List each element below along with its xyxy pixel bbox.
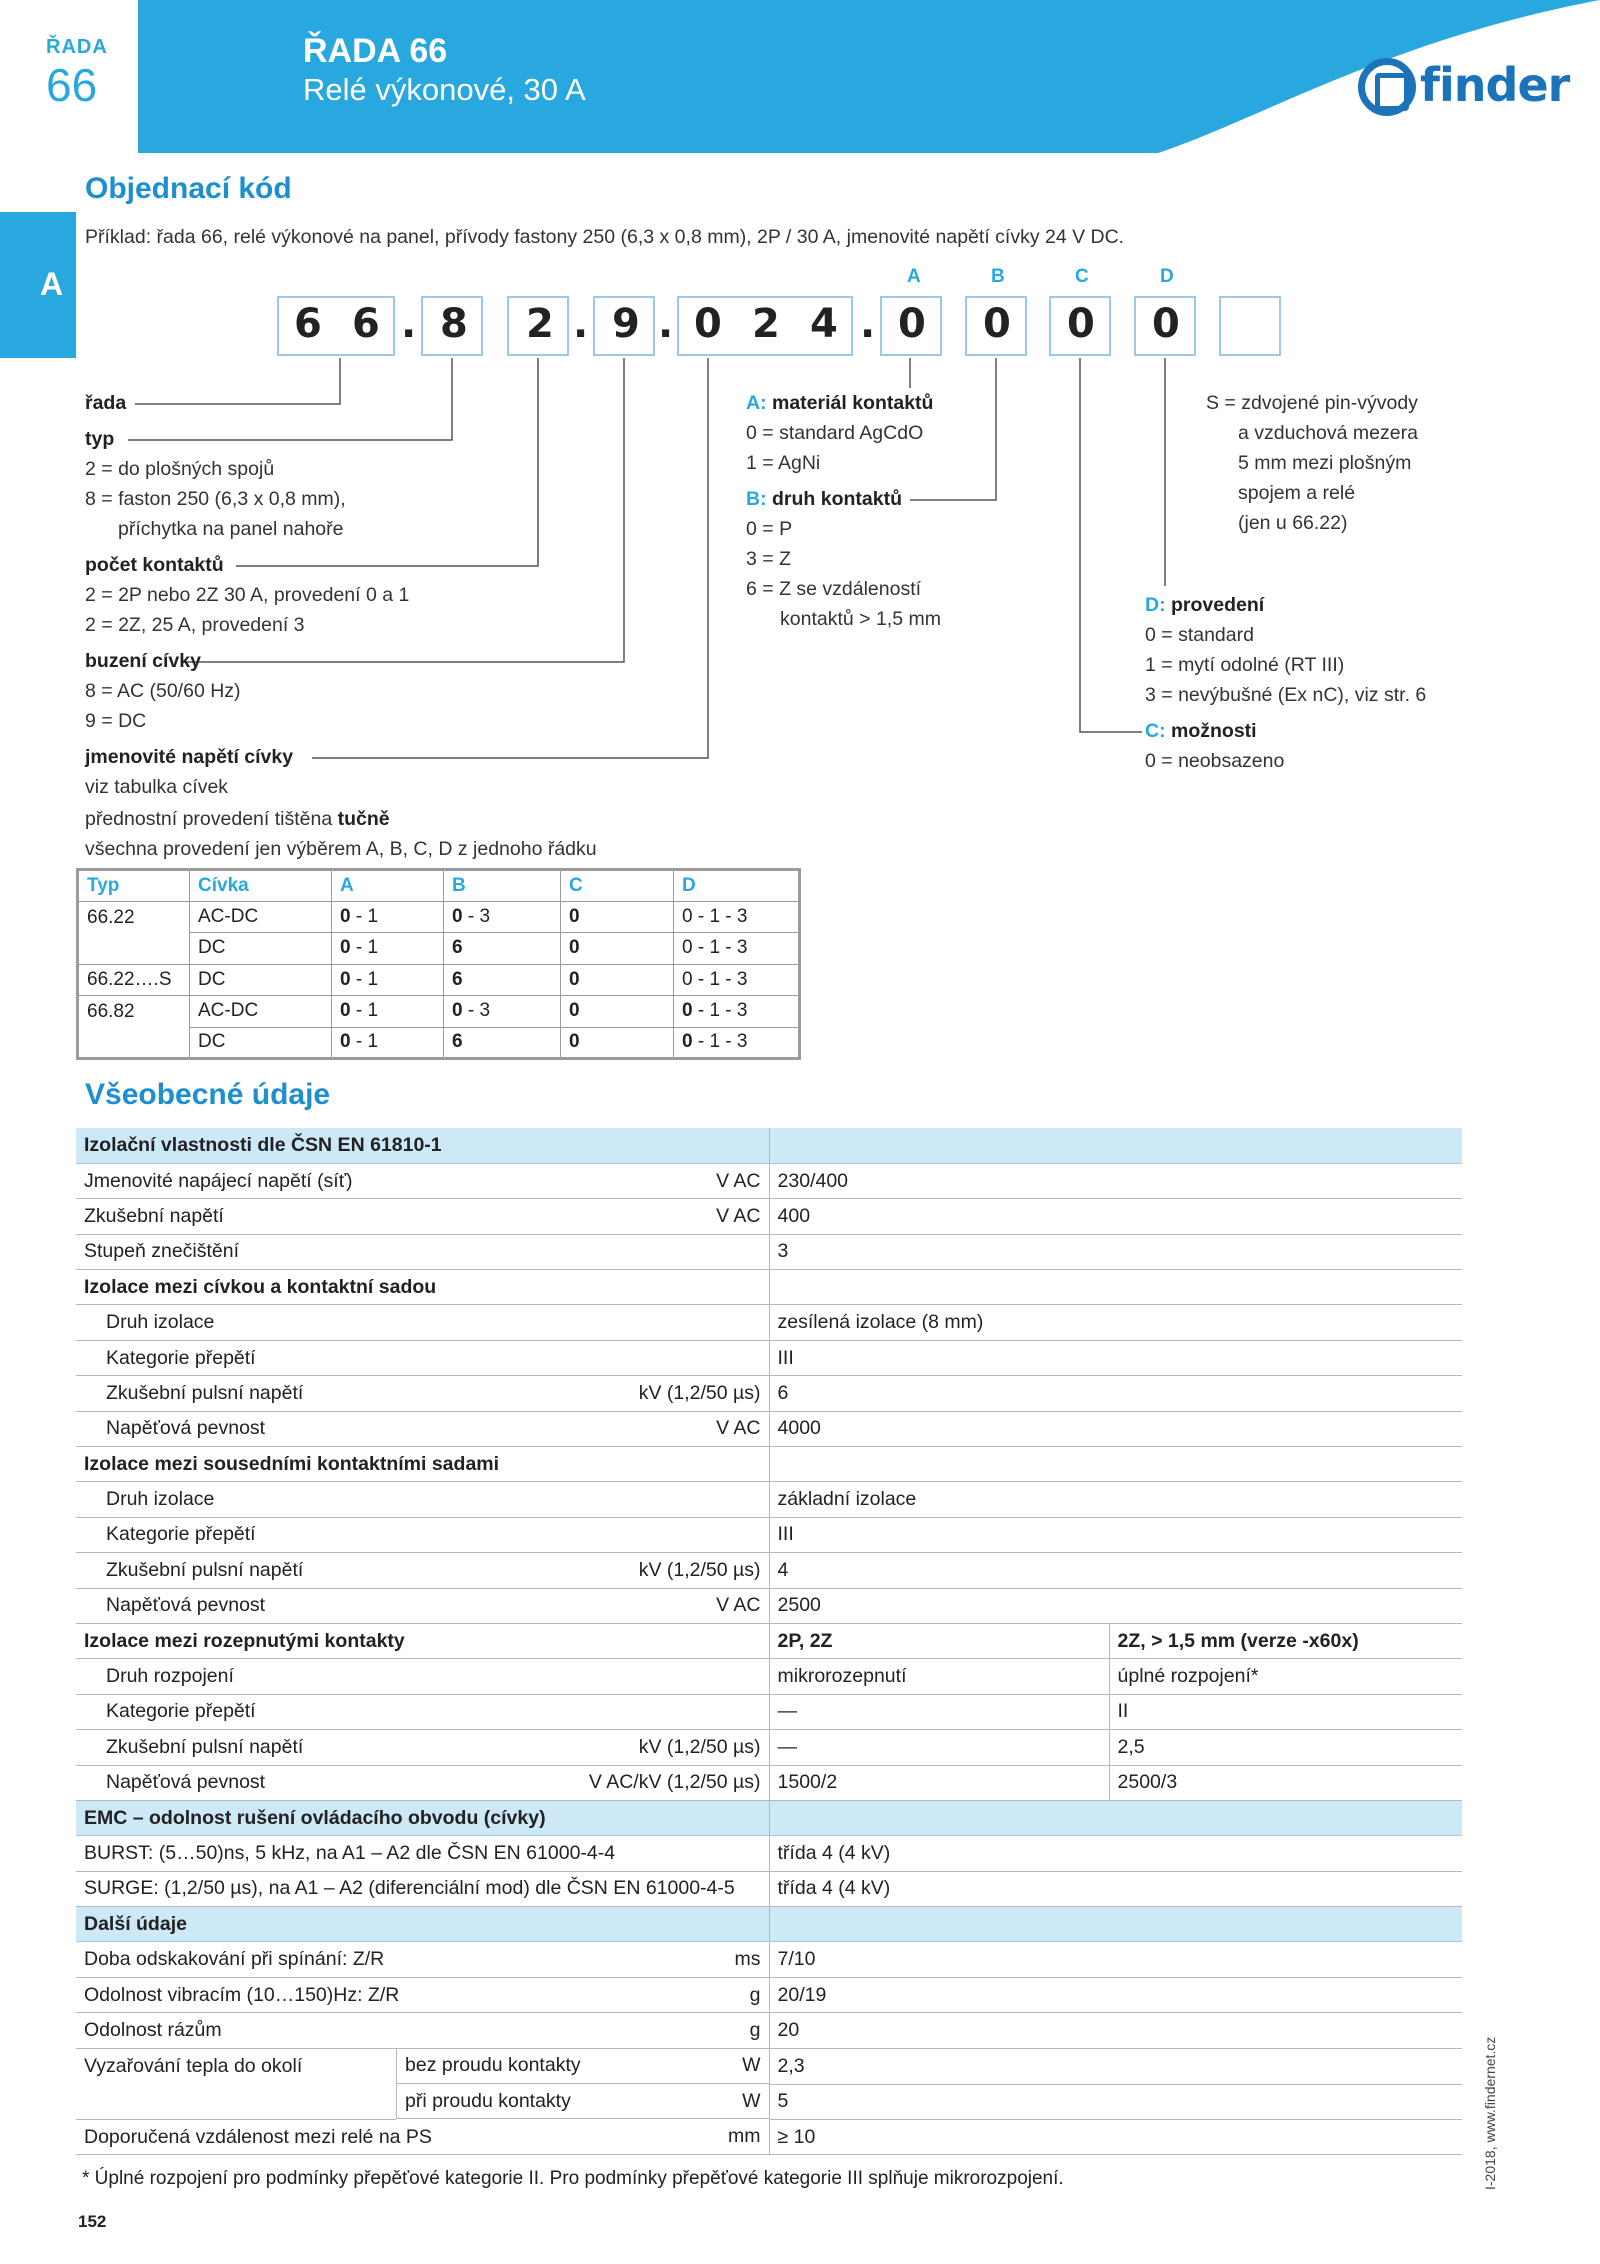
row-label: [76, 2084, 396, 2119]
row-unit: V AC: [396, 1163, 769, 1198]
row-unit: ms: [396, 1942, 769, 1977]
row-value-alt: úplné rozpojení*: [1109, 1659, 1462, 1694]
code-digit: 4: [810, 301, 838, 347]
code-digit: 6: [352, 301, 380, 347]
row-label: Napěťová pevnost: [76, 1411, 396, 1446]
section-title: EMC – odolnost rušení ovládacího obvodu (cívky): [76, 1800, 769, 1835]
side-note: I-2018, www.findernet.cz: [1482, 2036, 1498, 2190]
code-b-option: 0 = P: [746, 518, 793, 540]
page-subtitle: Relé výkonové, 30 A: [303, 72, 586, 107]
row-unit: [396, 1482, 769, 1517]
code-digit: 0: [1067, 301, 1095, 347]
row-label: Izolace mezi sousedními kontaktními sadami: [76, 1447, 396, 1482]
all-variants-note: všechna provedení jen výběrem A, B, C, D z jednoho řádku: [85, 838, 597, 860]
row-label: Odolnost rázům: [76, 2013, 396, 2048]
row-value: 7/10: [769, 1942, 1462, 1977]
series-number: 66: [46, 59, 98, 111]
row-unit: g: [396, 2013, 769, 2048]
section-title: Izolační vlastnosti dle ČSN EN 61810-1: [76, 1128, 769, 1163]
row-label: Zkušební pulsní napětí: [76, 1376, 396, 1411]
table-section-row: [76, 1907, 1462, 1942]
row-label: Zkušební pulsní napětí: [76, 1553, 396, 1588]
code-s-option: S = zdvojené pin-vývody: [1206, 392, 1418, 414]
row-label: Druh izolace: [76, 1305, 396, 1340]
table-row: [76, 1270, 1462, 1305]
table-row: DC 0 - 1 6 0 0 - 1 - 3: [78, 933, 800, 965]
row-label: Kategorie přepětí: [76, 1517, 396, 1552]
code-a-label: A: materiál kontaktů: [746, 392, 934, 414]
code-series-label: řada: [85, 392, 127, 414]
row-label: BURST: (5…50)ns, 5 kHz, na A1 – A2 dle ČSN EN 61000-4-4: [76, 1836, 396, 1871]
row-unit: kV (1,2/50 µs): [396, 1376, 769, 1411]
row-value: 20: [769, 2013, 1462, 2048]
code-column-d: D: [1160, 266, 1174, 287]
code-coil-option: 9 = DC: [85, 710, 147, 732]
code-voltage-label: jmenovité napětí cívky: [85, 746, 294, 768]
code-digit: 6: [294, 301, 322, 347]
row-sublabel: bez proudu kontakty: [405, 2054, 581, 2077]
code-coil-label: buzení cívky: [85, 650, 201, 672]
row-unit: [396, 1659, 769, 1694]
table-row: [76, 2119, 1462, 2154]
table-row: [76, 1199, 1462, 1234]
row-value: 230/400: [769, 1163, 1462, 1198]
code-s-option: spojem a relé: [1238, 482, 1356, 504]
table-row: [76, 1659, 1462, 1694]
code-coil-option: 8 = AC (50/60 Hz): [85, 680, 241, 702]
row-unit: V AC: [396, 1411, 769, 1446]
row-label: Jmenovité napájecí napětí (síť): [76, 1163, 396, 1198]
row-value: 400: [769, 1199, 1462, 1234]
table-row: [76, 1517, 1462, 1552]
row-value: třída 4 (4 kV): [769, 1871, 1462, 1906]
table-row: [76, 1376, 1462, 1411]
table-row: [76, 1871, 1462, 1906]
table-row: [76, 1623, 1462, 1658]
code-d-option: 0 = standard: [1145, 624, 1254, 646]
row-unit: [396, 1623, 769, 1658]
row-value: —: [769, 1730, 1109, 1765]
table-row: 66.22….S DC 0 - 1 6 0 0 - 1 - 3: [78, 964, 800, 996]
row-value-alt: 2Z, > 1,5 mm (verze -x60x): [1109, 1623, 1462, 1658]
row-value: 20/19: [769, 1977, 1462, 2012]
code-a-option: 0 = standard AgCdO: [746, 422, 924, 444]
table-row: [76, 1447, 1462, 1482]
general-data-table: [76, 1128, 1462, 2155]
table-row: [76, 1730, 1462, 1765]
row-value: mikrorozepnutí: [769, 1659, 1109, 1694]
row-label: Vyzařování tepla do okolí: [84, 2054, 303, 2077]
row-label: SURGE: (1,2/50 µs), na A1 – A2 (diferenciální mod) dle ČSN EN 61000-4-5: [76, 1871, 396, 1906]
order-code-example: Příklad: řada 66, relé výkonové na panel, přívody fastony 250 (6,3 x 0,8 mm), 2P / 30 A, jmenovité napětí cívky 24 V DC.: [85, 226, 1125, 248]
code-b-option: kontaktů > 1,5 mm: [780, 608, 941, 630]
row-value: 1500/2: [769, 1765, 1109, 1800]
table-row: [76, 1765, 1462, 1800]
code-contacts-option: 2 = 2Z, 25 A, provedení 3: [85, 614, 305, 636]
code-a-option: 1 = AgNi: [746, 452, 821, 474]
row-value: třída 4 (4 kV): [769, 1836, 1462, 1871]
footnote: * Úplné rozpojení pro podmínky přepěťové kategorie II. Pro podmínky přepěťové kategorie III splňuje mikrorozpojení.: [82, 2168, 1064, 2189]
code-b-option: 6 = Z se vzdáleností: [746, 578, 922, 600]
row-value: 5: [769, 2084, 1462, 2119]
row-label: Odolnost vibracím (10…150)Hz: Z/R: [76, 1977, 396, 2012]
code-digit: 0: [983, 301, 1011, 347]
row-value: III: [769, 1517, 1462, 1552]
row-unit: [396, 1517, 769, 1552]
row-label: Druh izolace: [76, 1482, 396, 1517]
code-contacts-label: počet kontaktů: [85, 554, 224, 576]
code-d-option: 1 = mytí odolné (RT III): [1145, 654, 1345, 676]
row-unit: W: [742, 2054, 761, 2077]
code-type-label: typ: [85, 428, 115, 450]
table-row: [76, 1482, 1462, 1517]
code-digit: 0: [694, 301, 722, 347]
row-label: Stupeň znečištění: [76, 1234, 396, 1269]
code-digit: 0: [1152, 301, 1180, 347]
code-d-label: D: provedení: [1145, 594, 1265, 616]
series-label: ŘADA: [46, 36, 108, 58]
table-row: [76, 1694, 1462, 1729]
finder-logo-text: finder: [1420, 58, 1570, 112]
row-value-alt: II: [1109, 1694, 1462, 1729]
code-b-option: 3 = Z: [746, 548, 791, 570]
row-unit: [396, 1305, 769, 1340]
row-value: 2,3: [769, 2048, 1462, 2084]
row-unit: V AC: [396, 1588, 769, 1623]
code-digit: 0: [898, 301, 926, 347]
row-value: [769, 1270, 1462, 1305]
code-s-option: a vzduchová mezera: [1238, 422, 1418, 444]
table-row: [76, 1553, 1462, 1588]
row-value: 6: [769, 1376, 1462, 1411]
table-row: 66.22 AC-DC 0 - 1 0 - 3 0 0 - 1 - 3: [78, 901, 800, 933]
row-sublabel: při proudu kontakty: [405, 2089, 571, 2112]
row-unit: g: [396, 1977, 769, 2012]
table-row: [76, 1977, 1462, 2012]
section-title: Další údaje: [76, 1907, 769, 1942]
order-code-heading: Objednací kód: [85, 172, 292, 205]
code-type-option: 2 = do plošných spojů: [85, 458, 275, 480]
table-row: [76, 2013, 1462, 2048]
code-column-c: C: [1075, 266, 1089, 287]
table-row: [76, 1305, 1462, 1340]
code-c-option: 0 = neobsazeno: [1145, 750, 1285, 772]
row-value: 2P, 2Z: [769, 1623, 1109, 1658]
row-value: 2500: [769, 1588, 1462, 1623]
table-section-row: [76, 1128, 1462, 1163]
row-unit: mm: [396, 2119, 769, 2154]
row-unit: V AC/kV (1,2/50 µs): [396, 1765, 769, 1800]
code-column-b: B: [991, 266, 1005, 287]
row-value: —: [769, 1694, 1109, 1729]
section-tab-label: A: [40, 266, 64, 302]
table-row: [76, 1163, 1462, 1198]
table-row: [76, 2048, 1462, 2084]
row-unit: kV (1,2/50 µs): [396, 1730, 769, 1765]
row-value: 4: [769, 1553, 1462, 1588]
row-unit: kV (1,2/50 µs): [396, 1553, 769, 1588]
preferred-note: přednostní provedení tištěna tučně: [85, 808, 390, 830]
row-value: ≥ 10: [769, 2119, 1462, 2154]
row-label: Zkušební pulsní napětí: [76, 1730, 396, 1765]
table-row: [76, 1942, 1462, 1977]
table-row: [76, 1588, 1462, 1623]
row-value: [769, 1447, 1462, 1482]
row-unit: [396, 1694, 769, 1729]
row-label: Doporučená vzdálenost mezi relé na PS: [76, 2119, 396, 2154]
row-unit: W: [742, 2089, 761, 2112]
row-value-alt: 2,5: [1109, 1730, 1462, 1765]
code-b-label: B: druh kontaktů: [746, 488, 902, 510]
code-digit: 9: [612, 301, 640, 347]
row-value: zesílená izolace (8 mm): [769, 1305, 1462, 1340]
code-type-option: příchytka na panel nahoře: [118, 518, 344, 540]
row-label: Kategorie přepětí: [76, 1694, 396, 1729]
table-row: [76, 1234, 1462, 1269]
code-d-option: 3 = nevýbušné (Ex nC), viz str. 6: [1145, 684, 1427, 706]
table-row: [76, 1411, 1462, 1446]
table-row: [76, 1340, 1462, 1375]
table-row: [76, 2084, 1462, 2119]
row-unit: [396, 1340, 769, 1375]
row-value: 3: [769, 1234, 1462, 1269]
code-digit: 2: [752, 301, 780, 347]
page-number: 152: [78, 2212, 107, 2231]
code-s-option: (jen u 66.22): [1238, 512, 1348, 534]
code-contacts-option: 2 = 2P nebo 2Z 30 A, provedení 0 a 1: [85, 584, 410, 606]
code-s-option: 5 mm mezi plošným: [1238, 452, 1412, 474]
row-label: Druh rozpojení: [76, 1659, 396, 1694]
row-label: Doba odskakování při spínání: Z/R: [76, 1942, 396, 1977]
code-dot: .: [860, 301, 876, 347]
table-section-row: [76, 1800, 1462, 1835]
row-unit: [396, 1270, 769, 1305]
code-dot: .: [658, 301, 674, 347]
code-dot: .: [401, 301, 417, 347]
code-voltage-note: viz tabulka cívek: [85, 776, 229, 798]
row-value-alt: 2500/3: [1109, 1765, 1462, 1800]
row-label: Napěťová pevnost: [76, 1588, 396, 1623]
table-row: 66.82 AC-DC 0 - 1 0 - 3 0 0 - 1 - 3: [78, 996, 800, 1028]
variant-table-header: Typ Cívka A B C D: [78, 870, 800, 902]
code-type-option: 8 = faston 250 (6,3 x 0,8 mm),: [85, 488, 346, 510]
row-value: základní izolace: [769, 1482, 1462, 1517]
code-digit: 2: [526, 301, 554, 347]
row-label: Napěťová pevnost: [76, 1765, 396, 1800]
row-label: Izolace mezi rozepnutými kontakty: [76, 1623, 396, 1658]
row-label: Izolace mezi cívkou a kontaktní sadou: [76, 1270, 396, 1305]
code-digit: 8: [440, 301, 468, 347]
row-label: Zkušební napětí: [76, 1199, 396, 1234]
page-title: ŘADA 66: [303, 32, 448, 70]
row-unit: [396, 1234, 769, 1269]
row-unit: V AC: [396, 1199, 769, 1234]
table-row: [76, 1836, 1462, 1871]
row-value: 4000: [769, 1411, 1462, 1446]
code-c-label: C: možnosti: [1145, 720, 1257, 742]
variant-table: [76, 868, 801, 1060]
code-column-a: A: [907, 266, 921, 287]
code-dot: .: [573, 301, 589, 347]
row-label: Kategorie přepětí: [76, 1340, 396, 1375]
general-data-heading: Všeobecné údaje: [85, 1078, 331, 1111]
table-row: DC 0 - 1 6 0 0 - 1 - 3: [78, 1027, 800, 1059]
row-value: III: [769, 1340, 1462, 1375]
